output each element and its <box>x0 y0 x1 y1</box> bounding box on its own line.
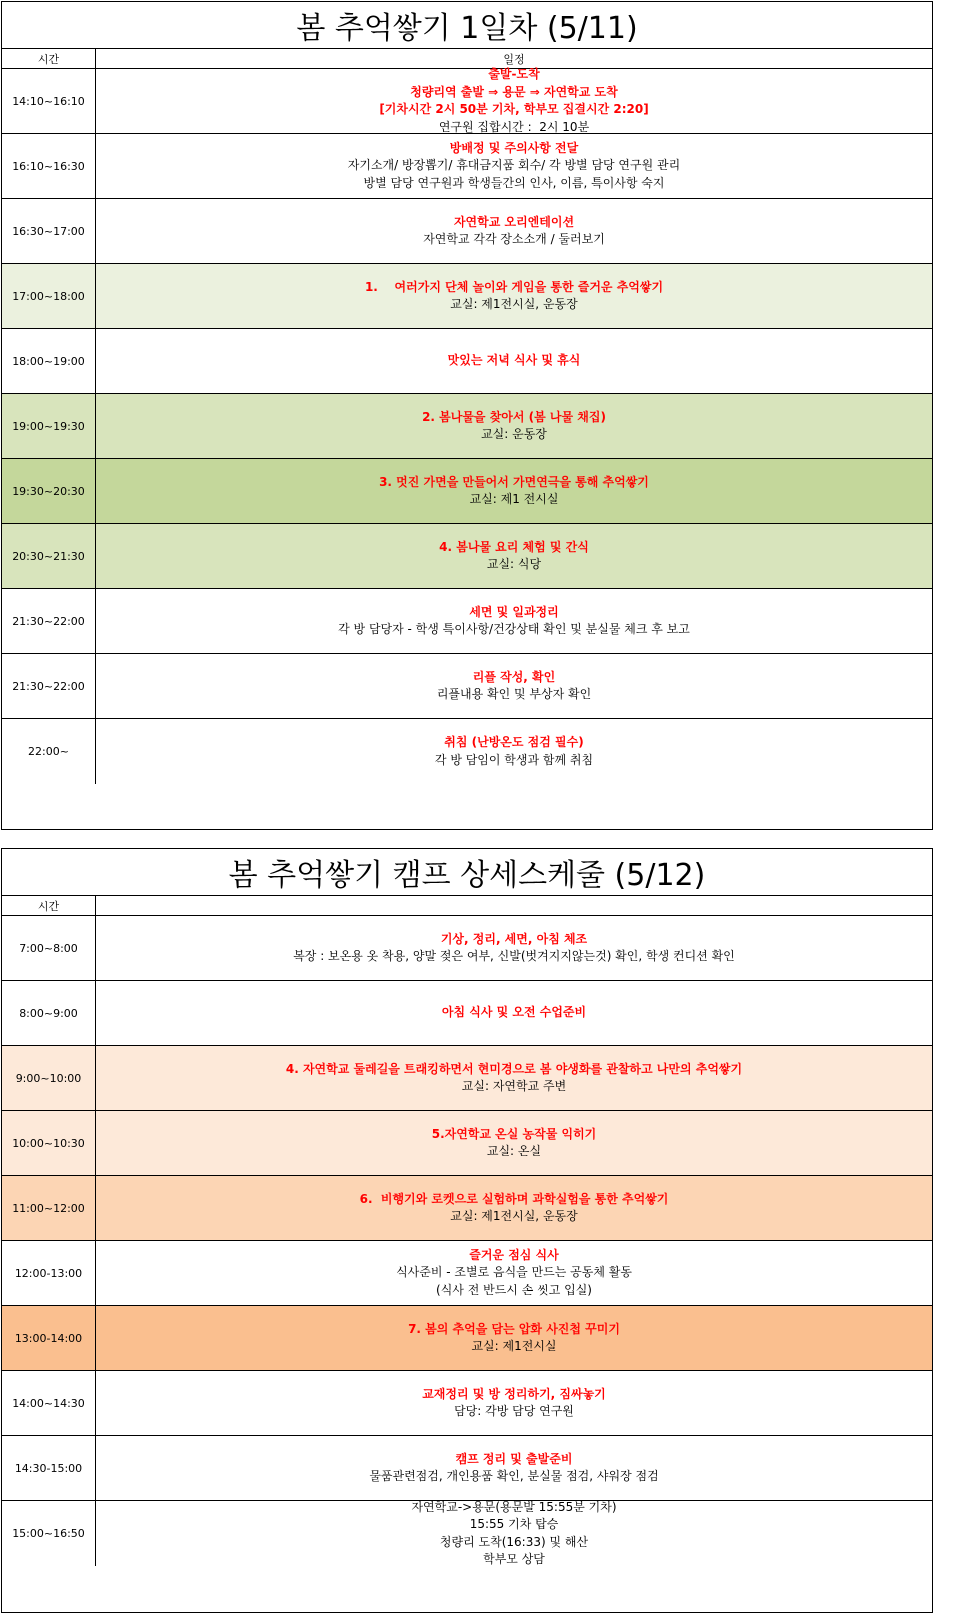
time-cell: 14:10~16:10 <box>2 69 96 133</box>
schedule-row <box>2 394 932 459</box>
schedule-row <box>2 1501 932 1566</box>
time-column-header: 시간 <box>2 896 96 915</box>
activity-detail: 교실: 제1전시실, 운동장 <box>450 1209 578 1223</box>
schedule-row <box>2 1371 932 1436</box>
day2-header-row <box>2 896 932 916</box>
schedule-row <box>2 199 932 264</box>
schedule-row <box>2 589 932 654</box>
activity-title: 4. 자연학교 둘레길을 트래킹하면서 현미경으로 봄 야생화를 관찰하고 나만의 추억쌓기 <box>285 1061 743 1076</box>
activity-cell <box>96 459 932 523</box>
day1-title: 봄 추억쌓기 1일차 (5/11) <box>2 2 932 49</box>
activity-detail: 리플내용 확인 및 부상자 확인 <box>436 687 592 701</box>
activity-detail: 물품관련점검, 개인용품 확인, 분실물 점검, 샤워장 점검 <box>369 1469 659 1483</box>
activity-detail: 교실: 온실 <box>486 1144 542 1158</box>
time-cell: 17:00~18:00 <box>2 264 96 328</box>
time-cell: 8:00~9:00 <box>2 981 96 1045</box>
schedule-row <box>2 1046 932 1111</box>
time-cell: 13:00-14:00 <box>2 1306 96 1370</box>
time-cell: 22:00~ <box>2 719 96 784</box>
activity-cell <box>96 199 932 263</box>
day2-title: 봄 추억쌓기 캠프 상세스케줄 (5/12) <box>2 849 932 896</box>
activity-title: 출발-도착 <box>488 67 540 81</box>
activity-detail: 교실: 식당 <box>486 557 542 571</box>
time-cell: 10:00~10:30 <box>2 1111 96 1175</box>
activity-cell <box>96 719 932 784</box>
activity-detail: 연구원 집합시간 : 2시 10분 <box>438 119 590 134</box>
activity-detail: 자연학교 각각 장소소개 / 둘러보기 <box>423 232 605 246</box>
activity-detail: 복장 : 보온용 옷 착용, 양말 젖은 여부, 신발(벗겨지지않는것) 확인, 학생 컨디션 확인 <box>293 949 735 963</box>
time-cell: 11:00~12:00 <box>2 1176 96 1240</box>
activity-detail: 자연학교->용문(용문발 15:55분 기차) <box>411 1499 617 1514</box>
activity-title: [기차시간 2시 50분 기차, 학부모 집결시간 2:20] <box>379 102 649 116</box>
activity-detail: 각 방 담당자 - 학생 특이사항/건강상태 확인 및 분실물 체크 후 보고 <box>338 622 690 636</box>
activity-detail: 15:55 기차 탑승 <box>469 1517 559 1531</box>
activity-cell <box>96 1371 932 1435</box>
activity-detail: 청량리 도착(16:33) 및 해산 <box>439 1534 589 1549</box>
time-cell: 18:00~19:00 <box>2 329 96 393</box>
schedule-row <box>2 1111 932 1176</box>
schedule-row <box>2 69 932 134</box>
time-cell: 15:00~16:50 <box>2 1501 96 1566</box>
day2-rows <box>2 916 932 1566</box>
activity-cell <box>96 654 932 718</box>
activity-detail: 담당: 각방 담당 연구원 <box>454 1404 574 1418</box>
schedule-row <box>2 1306 932 1371</box>
activity-cell <box>96 1176 932 1240</box>
activity-title: 방배정 및 주의사항 전달 <box>449 140 579 155</box>
schedule-row <box>2 1436 932 1501</box>
activity-title: 3. 멋진 가면을 만들어서 가면연극을 통해 추억쌓기 <box>379 474 649 489</box>
activity-detail: 교실: 제1전시실 <box>471 1339 557 1353</box>
activity-cell <box>96 394 932 458</box>
activity-detail: 식사준비 - 조별로 음식을 만드는 공동체 활동 <box>396 1265 632 1280</box>
activity-cell <box>96 1436 932 1500</box>
activity-title: 아침 식사 및 오전 수업준비 <box>441 1005 587 1020</box>
activity-title: 1. 여러가지 단체 놀이와 게임을 통한 즐거운 추억쌓기 <box>364 279 664 294</box>
schedule-row <box>2 329 932 394</box>
activity-detail: 학부모 상담 <box>483 1552 545 1566</box>
activity-detail: 교실: 제1전시실, 운동장 <box>450 297 578 311</box>
activity-cell <box>96 1111 932 1175</box>
activity-title: 2. 봄나물을 찾아서 (봄 나물 채집) <box>422 409 606 424</box>
schedule-column-header <box>96 896 932 915</box>
time-cell: 20:30~21:30 <box>2 524 96 588</box>
activity-cell <box>96 1046 932 1110</box>
schedule-row <box>2 134 932 199</box>
time-cell: 14:30-15:00 <box>2 1436 96 1500</box>
time-column-header: 시간 <box>2 49 96 68</box>
activity-title: 6. 비행기와 로켓으로 실험하며 과학실험을 통한 추억쌓기 <box>359 1191 669 1206</box>
schedule-row <box>2 1241 932 1306</box>
activity-cell <box>96 524 932 588</box>
time-cell: 14:00~14:30 <box>2 1371 96 1435</box>
activity-title: 세면 및 일과정리 <box>469 604 559 619</box>
activity-cell <box>96 329 932 393</box>
activity-detail: (식사 전 반드시 손 씻고 입실) <box>436 1282 592 1297</box>
time-cell: 12:00-13:00 <box>2 1241 96 1305</box>
activity-title: 5.자연학교 온실 농작물 익히기 <box>431 1126 597 1141</box>
schedule-row <box>2 981 932 1046</box>
time-cell: 19:30~20:30 <box>2 459 96 523</box>
activity-title: 교재정리 및 방 정리하기, 짐싸놓기 <box>422 1386 606 1401</box>
activity-cell <box>96 1501 932 1566</box>
activity-title: 캠프 정리 및 출발준비 <box>455 1451 573 1466</box>
schedule-row <box>2 264 932 329</box>
time-cell: 19:00~19:30 <box>2 394 96 458</box>
schedule-row <box>2 1176 932 1241</box>
time-cell: 16:30~17:00 <box>2 199 96 263</box>
activity-cell <box>96 916 932 980</box>
activity-title: 즐거운 점심 식사 <box>469 1247 559 1262</box>
activity-detail: 각 방 담임이 학생과 함께 취침 <box>434 752 594 767</box>
activity-title: 7. 봄의 추억을 담는 압화 사진첩 꾸미기 <box>408 1321 620 1336</box>
activity-cell <box>96 1241 932 1305</box>
activity-title: 4. 봄나물 요리 체험 및 간식 <box>439 539 589 554</box>
schedule-row <box>2 654 932 719</box>
activity-detail: 교실: 자연학교 주변 <box>461 1079 567 1093</box>
day2-schedule <box>1 848 933 1613</box>
schedule-row <box>2 524 932 589</box>
activity-detail: 교실: 제1 전시실 <box>469 492 559 506</box>
activity-cell <box>96 69 932 133</box>
activity-detail: 방별 담당 연구원과 학생들간의 인사, 이름, 특이사항 숙지 <box>363 175 665 190</box>
activity-title: 맛있는 저녁 식사 및 휴식 <box>447 353 581 368</box>
activity-cell <box>96 134 932 198</box>
activity-cell <box>96 589 932 653</box>
day1-schedule <box>1 1 933 830</box>
schedule-column-header: 일정 <box>503 52 525 66</box>
schedule-row <box>2 916 932 981</box>
activity-detail: 자기소개/ 방장뽑기/ 휴대금지품 회수/ 각 방별 담당 연구원 관리 <box>347 158 681 173</box>
activity-title: 청량리역 출발 ⇒ 용문 ⇒ 자연학교 도착 <box>410 84 618 99</box>
activity-cell <box>96 264 932 328</box>
day1-rows <box>2 69 932 784</box>
activity-detail: 교실: 운동장 <box>481 427 547 441</box>
schedule-row <box>2 459 932 524</box>
schedule-row <box>2 719 932 784</box>
activity-title: 리플 작성, 확인 <box>472 669 556 684</box>
activity-cell <box>96 981 932 1045</box>
time-cell: 21:30~22:00 <box>2 589 96 653</box>
activity-cell <box>96 1306 932 1370</box>
time-cell: 16:10~16:30 <box>2 134 96 198</box>
time-cell: 9:00~10:00 <box>2 1046 96 1110</box>
activity-title: 자연학교 오리엔테이션 <box>453 214 575 229</box>
activity-title: 취침 (난방온도 점검 필수) <box>444 735 584 749</box>
time-cell: 7:00~8:00 <box>2 916 96 980</box>
activity-title: 기상, 정리, 세면, 아침 체조 <box>440 931 588 946</box>
time-cell: 21:30~22:00 <box>2 654 96 718</box>
day1-header-row <box>2 49 932 69</box>
